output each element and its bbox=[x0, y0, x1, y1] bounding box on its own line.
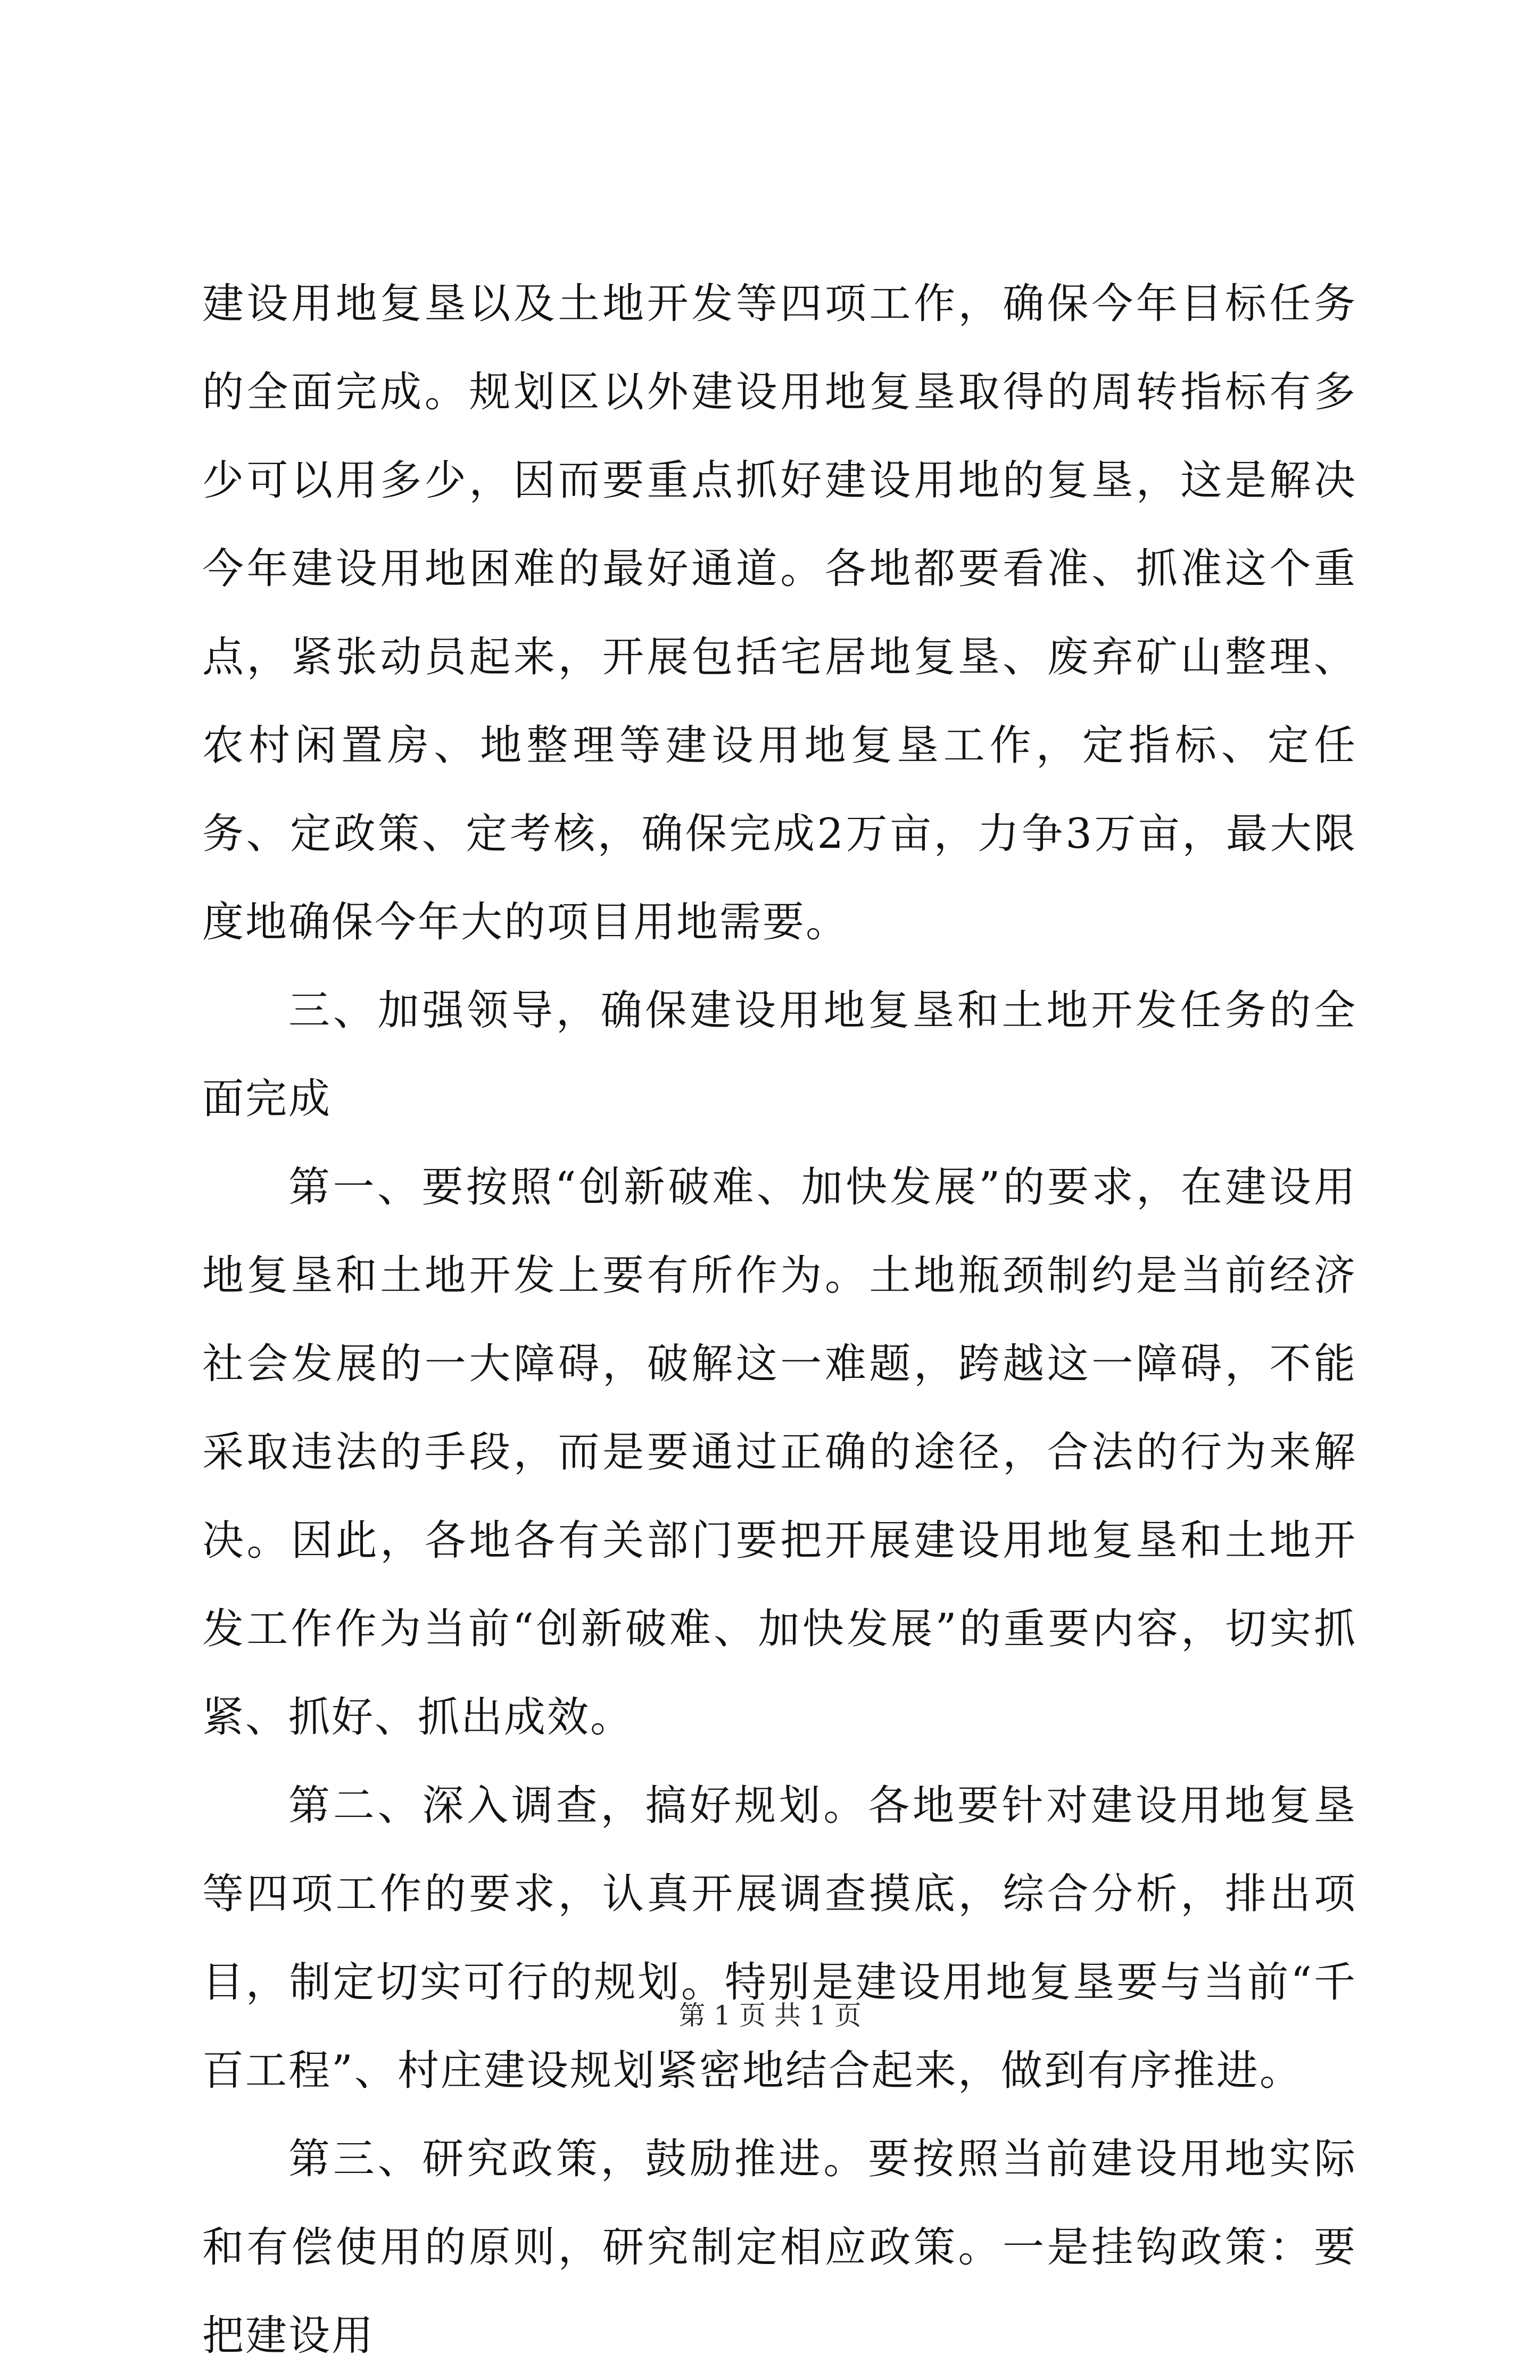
page-number-footer: 第 1 页 共 1 页 bbox=[678, 2000, 862, 2031]
section-heading-strengthen-leadership: 三、加强领导，确保建设用地复垦和土地开发任务的全面完成 bbox=[202, 987, 1357, 1123]
document-body bbox=[202, 260, 1357, 2380]
paragraph-first-point: 第一、要按照“创新破难、加快发展”的要求，在建设用地复垦和土地开发上要有所作为。土地瓶颈制约是当前经济社会发展的一大障碍，破解这一难题，跨越这一障碍，不能采取违法的手段，而是要通过正确的途径，合法的行为来解决。因此，各地各有关部门要把开展建设用地复垦和土地开发工作作为当前“创新破难、加快发展”的重要内容，切实抓紧、抓好、抓出成效。 bbox=[202, 1163, 1357, 1741]
paragraph-land-reclamation: 建设用地复垦以及土地开发等四项工作，确保今年目标任务的全面完成。规划区以外建设用地复垦取得的周转指标有多少可以用多少，因而要重点抓好建设用地的复垦，这是解决今年建设用地困难的最好通道。各地都要看准、抓准这个重点，紧张动员起来，开展包括宅居地复垦、废弃矿山整理、农村闲置房、地整理等建设用地复垦工作，定指标、定任务、定政策、定考核，确保完成2万亩，力争3万亩，最大限度地确保今年大的项目用地需要。 bbox=[202, 280, 1357, 946]
paragraph-second-point: 第二、深入调查，搞好规划。各地要针对建设用地复垦等四项工作的要求，认真开展调查摸底，综合分析，排出项目，制定切实可行的规划。特别是建设用地复垦要与当前“千百工程”、村庄建设规划紧密地结合起来，做到有序推进。 bbox=[202, 1782, 1357, 2095]
paragraph-third-point: 第三、研究政策，鼓励推进。要按照当前建设用地实际和有偿使用的原则，研究制定相应政策。一是挂钩政策：要把建设用 bbox=[202, 2135, 1357, 2360]
